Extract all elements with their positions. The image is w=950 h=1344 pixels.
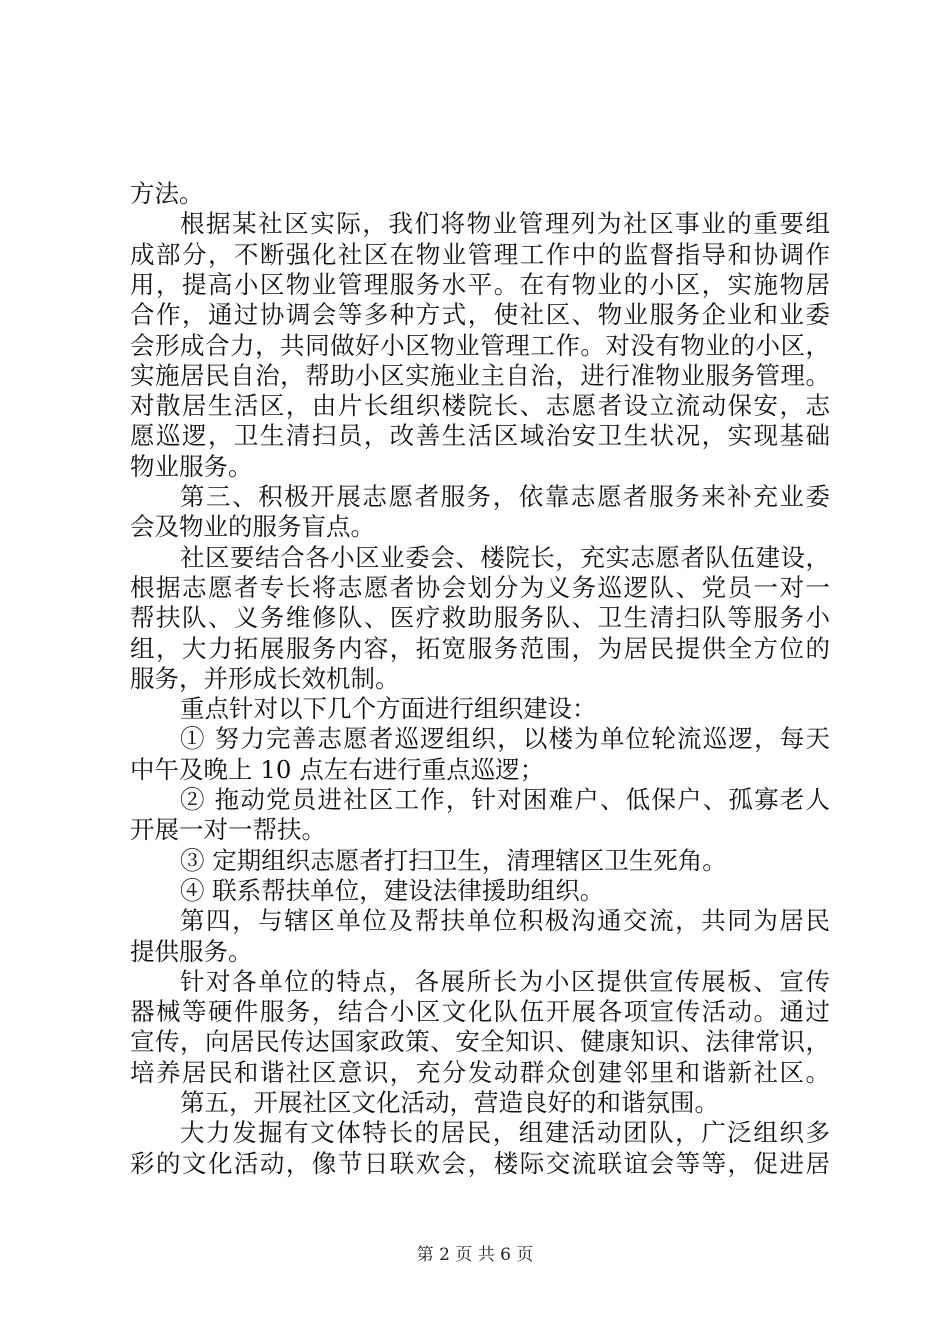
list-item-text: 中午及晚上 10 点左右进行重点巡逻； <box>130 754 545 784</box>
text-line: 大力发掘有文体特长的居民，组建活动团队，广泛组织多 <box>180 1118 830 1148</box>
text-line: 社区要结合各小区业委会、楼院长，充实志愿者队伍建设， <box>180 542 830 572</box>
text-line: 用，提高小区物业管理服务水平。在有物业的小区，实施物居 <box>130 269 830 299</box>
page-footer: 第 2 页 共 6 页 <box>416 1245 534 1265</box>
list-item-text: ② 拖动党员进社区工作，针对困难户、低保户、孤寡老人 <box>180 785 830 814</box>
list-item-text: ④ 联系帮扶单位，建设法律援助组织。 <box>180 875 605 905</box>
text-line: 针对各单位的特点，各展所长为小区提供宣传展板、宣传 <box>180 966 830 996</box>
text-line: 实施居民自治，帮助小区实施业主自治，进行准物业服务管理。 <box>130 360 830 390</box>
text-line: 愿巡逻，卫生清扫员，改善生活区域治安卫生状况，实现基础 <box>130 421 830 451</box>
text-line: 方法。 <box>130 179 204 208</box>
text-line: 培养居民和谐社区意识，充分发动群众创建邻里和谐新社区。 <box>130 1057 830 1087</box>
text-line: 宣传，向居民传达国家政策、安全知识、健康知识、法律常识， <box>130 1027 830 1057</box>
text-line: 会形成合力，共同做好小区物业管理工作。对没有物业的小区， <box>130 330 830 360</box>
text-line: 帮扶队、义务维修队、医疗救助服务队、卫生清扫队等服务小 <box>130 603 830 633</box>
text-line: 根据志愿者专长将志愿者协会划分为义务巡逻队、党员一对一 <box>130 572 830 602</box>
text-line: 服务，并形成长效机制。 <box>130 663 400 693</box>
list-item-text: ① 努力完善志愿者巡逻组织，以楼为单位轮流巡逻，每天 <box>180 724 830 754</box>
text-line: 物业服务。 <box>130 451 253 481</box>
text-line: 根据某社区实际，我们将物业管理列为社区事业的重要组 <box>180 209 830 239</box>
text-line: 对散居生活区，由片长组织楼院长、志愿者设立流动保安，志 <box>130 391 830 421</box>
text-line: 彩的文化活动，像节日联欢会，楼际交流联谊会等等，促进居 <box>130 1148 830 1178</box>
text-line: 会及物业的服务盲点。 <box>130 512 375 542</box>
text-line: 组，大力拓展服务内容，拓宽服务范围，为居民提供全方位的 <box>130 633 830 663</box>
text-line: 合作，通过协调会等多种方式，使社区、物业服务企业和业委 <box>130 300 830 330</box>
text-line: 第四，与辖区单位及帮扶单位积极沟通交流，共同为居民 <box>180 906 830 936</box>
text-line: 第三、积极开展志愿者服务，依靠志愿者服务来补充业委 <box>180 482 830 511</box>
text-line: 器械等硬件服务，结合小区文化队伍开展各项宣传活动。通过 <box>130 997 830 1027</box>
list-item-text: ③ 定期组织志愿者打扫卫生，清理辖区卫生死角。 <box>180 845 727 875</box>
text-line: 重点针对以下几个方面进行组织建设： <box>180 694 597 724</box>
text-line: 成部分，不断强化社区在物业管理工作中的监督指导和协调作 <box>130 239 830 269</box>
text-line: 第五，开展社区文化活动，营造良好的和谐氛围。 <box>180 1088 719 1117</box>
list-item-text: 开展一对一帮扶。 <box>130 815 326 845</box>
text-line: 提供服务。 <box>130 936 253 966</box>
